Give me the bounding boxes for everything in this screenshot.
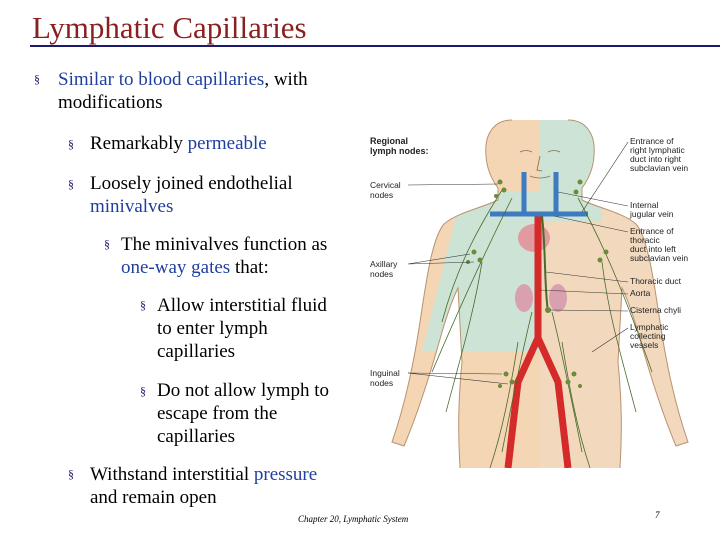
bullet-permeable-part1: Remarkably [90, 133, 188, 154]
bullet-permeable-part2: permeable [187, 133, 267, 154]
bullet-marker: § [140, 384, 146, 398]
bullet-permeable [90, 132, 360, 155]
bullet-marker: § [34, 72, 40, 86]
bullet-allow-line1: Allow interstitial fluid [157, 295, 327, 316]
bullet-allow [157, 294, 362, 363]
label-entrance-right-4: subclavian vein [630, 163, 689, 173]
bullet-marker: § [104, 237, 110, 251]
slide-footer: Chapter 20, Lymphatic System [298, 514, 409, 524]
bullet-marker: § [140, 298, 146, 312]
bullet-endothelial-line1: Loosely joined endothelial [90, 173, 293, 194]
bullet-withstand-part1: Withstand interstitial [90, 464, 254, 485]
title-rule [30, 45, 720, 47]
bullet-similar-part2: , with modifications [58, 69, 308, 113]
label-thoracic-duct: Thoracic duct [630, 276, 682, 286]
bullet-not-allow-line2: escape from the [157, 403, 278, 424]
lymphatic-system-figure [362, 112, 720, 468]
label-inguinal-2: nodes [370, 378, 394, 388]
label-collecting-2: collecting [630, 331, 666, 341]
label-axillary: Axillary [370, 259, 398, 269]
bullet-withstand-pressure: pressure [253, 464, 318, 485]
bullet-not-allow [157, 379, 362, 448]
bullet-not-allow-line3: capillaries [157, 426, 236, 447]
label-cervical: Cervical [370, 180, 401, 190]
bullet-withstand-line2: and remain open [90, 487, 217, 508]
label-entrance-thoracic-4: subclavian vein [630, 253, 689, 263]
bullet-endothelial-line2: minivalves [90, 196, 174, 217]
slide-title: Lymphatic Capillaries [32, 10, 307, 45]
label-aorta: Aorta [630, 288, 651, 298]
bullet-similar [58, 68, 358, 114]
bullet-allow-line2: to enter lymph [157, 318, 268, 339]
label-jugular: Internal [630, 200, 659, 210]
label-regional-2: lymph nodes: [370, 146, 429, 156]
bullet-endothelial [90, 172, 350, 218]
page-number: 7 [655, 510, 660, 520]
label-collecting: Lymphatic [630, 322, 669, 332]
label-axillary-2: nodes [370, 269, 394, 279]
label-jugular-2: jugular vein [630, 209, 674, 219]
label-cisterna: Cisterna chyli [630, 305, 682, 315]
kidney-left [515, 284, 533, 312]
label-entrance-thoracic-2: thoracic [630, 235, 660, 245]
label-entrance-right-2: right lymphatic [630, 145, 685, 155]
bullet-marker: § [68, 467, 74, 481]
bullet-withstand [90, 463, 360, 509]
label-entrance-right-3: duct into right [630, 154, 682, 164]
label-cervical-2: nodes [370, 190, 394, 200]
bullet-not-allow-line1: Do not allow lymph to [157, 380, 330, 401]
kidney-right [549, 284, 567, 312]
bullet-minivalves [121, 233, 361, 279]
label-entrance-right: Entrance of [630, 136, 674, 146]
bullet-minivalves-that: that: [230, 257, 269, 278]
label-collecting-3: vessels [630, 340, 659, 350]
label-regional: Regional [370, 136, 409, 146]
label-entrance-thoracic-3: duct into left [630, 244, 676, 254]
label-inguinal: Inguinal [370, 368, 400, 378]
bullet-minivalves-line1: The minivalves function as [121, 234, 328, 255]
bullet-marker: § [68, 177, 74, 191]
bullet-marker: § [68, 137, 74, 151]
bullet-similar-part1: Similar to blood capillaries [58, 69, 265, 90]
label-entrance-thoracic: Entrance of [630, 226, 674, 236]
bullet-allow-line3: capillaries [157, 341, 236, 362]
bullet-minivalves-gates: one-way gates [121, 257, 231, 278]
